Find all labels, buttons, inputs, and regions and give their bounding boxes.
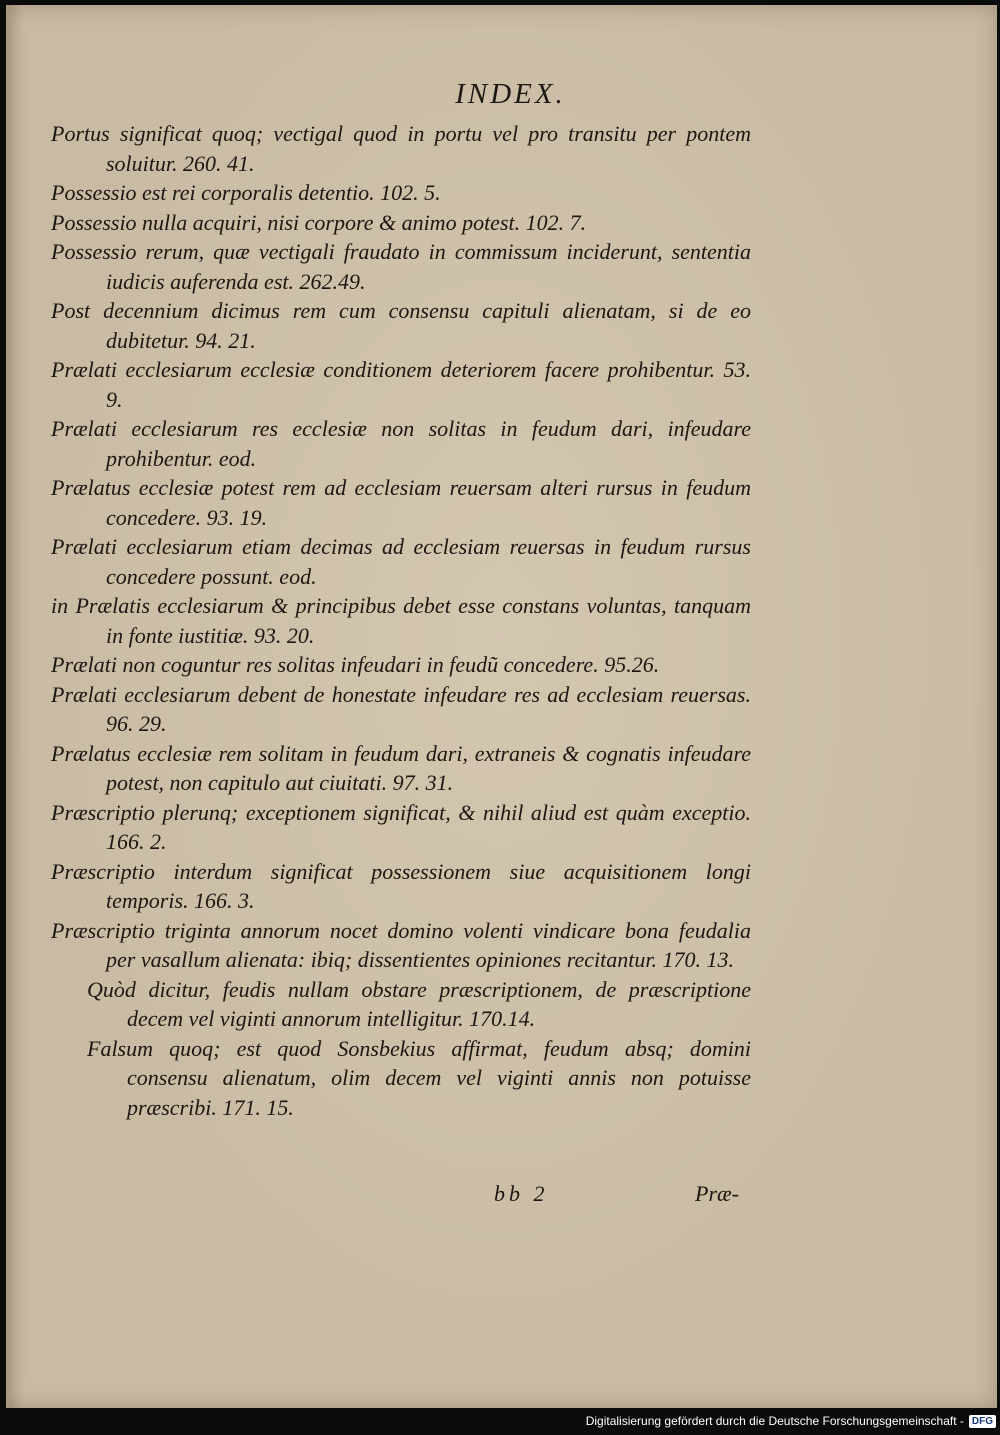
page-header: INDEX.: [455, 78, 566, 110]
page-gutter: [6, 5, 9, 1408]
index-entry: Possessio est rei corporalis detentio. 102. 5.: [51, 180, 441, 205]
index-entry: Prælati ecclesiarum ecclesiæ conditionem deteriorem facere prohibentur. 53. 9.: [51, 357, 751, 412]
signature-mark: bb 2: [494, 1181, 549, 1206]
index-entry: Præscriptio plerunq; exceptionem significat, & nihil aliud est quàm exceptio. 166. 2.: [51, 799, 751, 854]
dfg-credit-bar: [586, 1411, 996, 1431]
book-page: [6, 5, 997, 1408]
index-entry: Præscriptio triginta annorum nocet domino volenti vindicare bona feudalia per vasallum alienata: ibiq; dissentientes opiniones recitantur. 170. 13.: [51, 917, 751, 972]
index-entry: in Prælatis ecclesiarum & principibus debet esse constans voluntas, tanquam in fonte iustitiæ. 93. 20.: [51, 593, 751, 648]
index-entry: Prælati ecclesiarum debent de honestate infeudare res ad ecclesiam reuersas. 96. 29.: [51, 681, 751, 736]
index-entry: Portus significat quoq; vectigal quod in portu vel pro transitu per pontem soluitur. 260. 41.: [51, 121, 751, 176]
index-entry: Prælatus ecclesiæ potest rem ad ecclesiam reuersam alteri rursus in feudum concedere. 93. 19.: [51, 475, 751, 530]
index-entry: Post decennium dicimus rem cum consensu capituli alienatam, si de eo dubitetur. 94. 21.: [51, 298, 751, 353]
index-entry: Præscriptio interdum significat possessionem siue acquisitionem longi temporis. 166. 3.: [51, 858, 751, 913]
index-entry: Possessio nulla acquiri, nisi corpore & animo potest. 102. 7.: [51, 209, 587, 235]
index-entry: Falsum quoq; est quod Sonsbekius affirmat, feudum absq; domini consensu alienatum, olim decem vel viginti annis non potuisse præscribi. 171. 15.: [87, 1035, 751, 1120]
index-entry: Possessio rerum, quæ vectigali fraudato in commissum inciderunt, sententia iudicis auferenda est. 262.49.: [51, 239, 751, 294]
index-entry: Prælati ecclesiarum etiam decimas ad ecclesiam reuersas in feudum rursus concedere possunt. eod.: [51, 534, 751, 589]
dfg-credit-text: Digitalisierung gefördert durch die Deutsche Forschungsgemeinschaft -: [585, 1414, 964, 1428]
dfg-logo: DFG: [969, 1415, 996, 1428]
index-entry: Quòd dicitur, feudis nullam obstare præscriptionem, de præscriptione decem vel viginti annorum intelligitur. 170.14.: [87, 976, 751, 1031]
index-entry: Prælatus ecclesiæ rem solitam in feudum dari, extraneis & cognatis infeudare potest, non capitulo aut ciuitati. 97. 31.: [51, 740, 751, 795]
catchword: Præ-: [695, 1181, 739, 1206]
index-entries: [51, 119, 751, 1122]
index-entry: Prælati ecclesiarum res ecclesiæ non solitas in feudum dari, infeudare prohibentur. eod.: [51, 416, 751, 471]
index-entry: Prælati non coguntur res solitas infeudari in feudũ concedere. 95.26.: [51, 652, 660, 677]
